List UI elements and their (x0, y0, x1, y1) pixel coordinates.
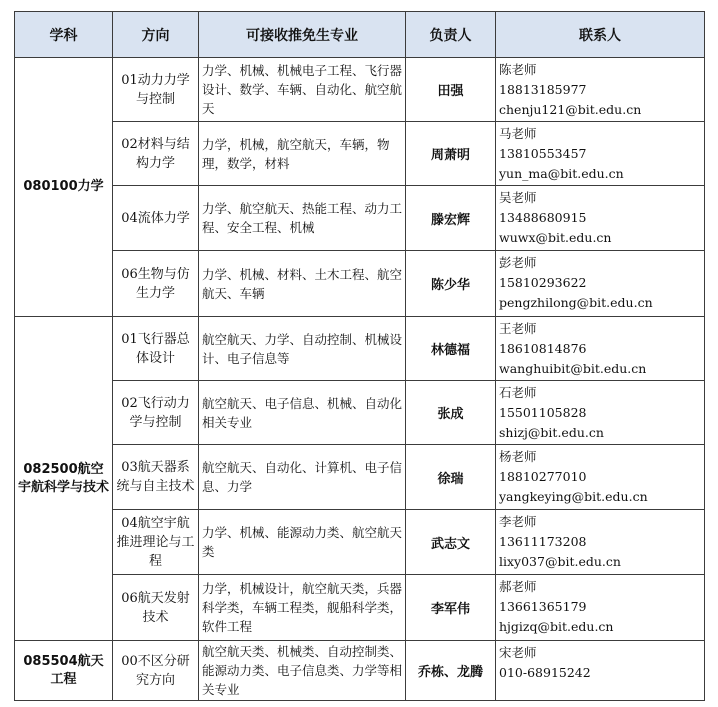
subject-cell-aerospace: 082500航空宇航科学与技术 (15, 317, 113, 641)
contact-phone: 15501105828 (499, 405, 587, 420)
direction-cell: 03航天器系统与自主技术 (113, 445, 199, 510)
header-contact: 联系人 (496, 12, 705, 58)
contact-email[interactable]: wuwx@bit.edu.cn (499, 230, 612, 245)
contact-name: 吴老师 (499, 190, 537, 205)
contact-cell (496, 641, 705, 701)
contact-email[interactable]: chenju121@bit.edu.cn (499, 102, 642, 117)
contact-phone: 13810553457 (499, 146, 587, 161)
person-cell: 武志文 (406, 510, 496, 575)
contact-cell (496, 445, 705, 510)
table-row (15, 381, 705, 445)
header-majors: 可接收推免生专业 (199, 12, 406, 58)
majors-cell: 力学、机械、材料、土木工程、航空航天、车辆 (199, 251, 406, 317)
contact-cell (496, 58, 705, 122)
header-row (15, 12, 705, 58)
contact-name: 王老师 (499, 321, 537, 336)
table-row (15, 445, 705, 510)
majors-cell: 航空航天、力学、自动控制、机械设计、电子信息等 (199, 317, 406, 381)
contact-phone: 010-68915242 (499, 665, 591, 680)
contact-cell (496, 381, 705, 445)
contact-name: 马老师 (499, 126, 537, 141)
contact-phone: 15810293622 (499, 275, 587, 290)
admissions-table-container (14, 11, 704, 701)
person-cell: 张成 (406, 381, 496, 445)
contact-phone: 18810277010 (499, 469, 587, 484)
majors-cell: 力学，机械设计，航空航天类，兵器科学类，车辆工程类，舰船科学类，软件工程 (199, 575, 406, 641)
table-row (15, 58, 705, 122)
person-cell: 李军伟 (406, 575, 496, 641)
direction-cell: 04航空宇航推进理论与工程 (113, 510, 199, 575)
header-subject: 学科 (15, 12, 113, 58)
majors-cell: 力学，机械，航空航天，车辆，物理，数学，材料 (199, 122, 406, 186)
person-cell: 陈少华 (406, 251, 496, 317)
contact-cell (496, 317, 705, 381)
table-row (15, 575, 705, 641)
contact-name: 宋老师 (499, 645, 537, 660)
header-person: 负责人 (406, 12, 496, 58)
direction-cell: 06生物与仿生力学 (113, 251, 199, 317)
contact-cell (496, 186, 705, 251)
contact-email[interactable]: shizj@bit.edu.cn (499, 425, 604, 440)
contact-phone: 13488680915 (499, 210, 587, 225)
person-cell: 周萧明 (406, 122, 496, 186)
majors-cell: 力学、机械、能源动力类、航空航天类 (199, 510, 406, 575)
direction-cell: 01动力力学与控制 (113, 58, 199, 122)
table-row (15, 317, 705, 381)
admissions-table (14, 11, 705, 701)
person-cell: 徐瑞 (406, 445, 496, 510)
contact-cell (496, 575, 705, 641)
direction-cell: 02材料与结构力学 (113, 122, 199, 186)
table-row (15, 186, 705, 251)
contact-phone: 13661365179 (499, 599, 587, 614)
person-cell: 滕宏辉 (406, 186, 496, 251)
majors-cell: 航空航天、电子信息、机械、自动化相关专业 (199, 381, 406, 445)
contact-email[interactable]: pengzhilong@bit.edu.cn (499, 295, 653, 310)
table-row (15, 510, 705, 575)
majors-cell: 力学、机械、机械电子工程、飞行器设计、数学、车辆、自动化、航空航天 (199, 58, 406, 122)
contact-name: 杨老师 (499, 449, 537, 464)
person-cell: 林德福 (406, 317, 496, 381)
direction-cell: 00不区分研究方向 (113, 641, 199, 701)
majors-cell: 力学、航空航天、热能工程、动力工程、安全工程、机械 (199, 186, 406, 251)
contact-name: 陈老师 (499, 62, 537, 77)
contact-email[interactable]: yun_ma@bit.edu.cn (499, 166, 624, 181)
person-cell: 乔栋、龙腾 (406, 641, 496, 701)
majors-cell: 航空航天、自动化、计算机、电子信息、力学 (199, 445, 406, 510)
table-row (15, 122, 705, 186)
direction-cell: 02飞行动力学与控制 (113, 381, 199, 445)
contact-phone: 18813185977 (499, 82, 587, 97)
majors-cell: 航空航天类、机械类、自动控制类、能源动力类、电子信息类、力学等相关专业 (199, 641, 406, 701)
direction-cell: 04流体力学 (113, 186, 199, 251)
direction-cell: 01飞行器总体设计 (113, 317, 199, 381)
contact-name: 彭老师 (499, 255, 537, 270)
header-direction: 方向 (113, 12, 199, 58)
contact-email[interactable]: hjgizq@bit.edu.cn (499, 619, 614, 634)
contact-phone: 18610814876 (499, 341, 587, 356)
contact-email[interactable]: yangkeying@bit.edu.cn (499, 489, 648, 504)
contact-name: 李老师 (499, 514, 537, 529)
table-row (15, 641, 705, 701)
person-cell: 田强 (406, 58, 496, 122)
contact-phone: 13611173208 (499, 534, 587, 549)
contact-name: 郝老师 (499, 579, 537, 594)
contact-name: 石老师 (499, 385, 537, 400)
contact-email[interactable]: wanghuibit@bit.edu.cn (499, 361, 647, 376)
subject-cell-mechanics: 080100力学 (15, 58, 113, 317)
direction-cell: 06航天发射技术 (113, 575, 199, 641)
contact-cell (496, 122, 705, 186)
subject-cell-space-engineering: 085504航天工程 (15, 641, 113, 701)
table-row (15, 251, 705, 317)
contact-email[interactable]: lixy037@bit.edu.cn (499, 554, 621, 569)
contact-cell (496, 251, 705, 317)
contact-cell (496, 510, 705, 575)
